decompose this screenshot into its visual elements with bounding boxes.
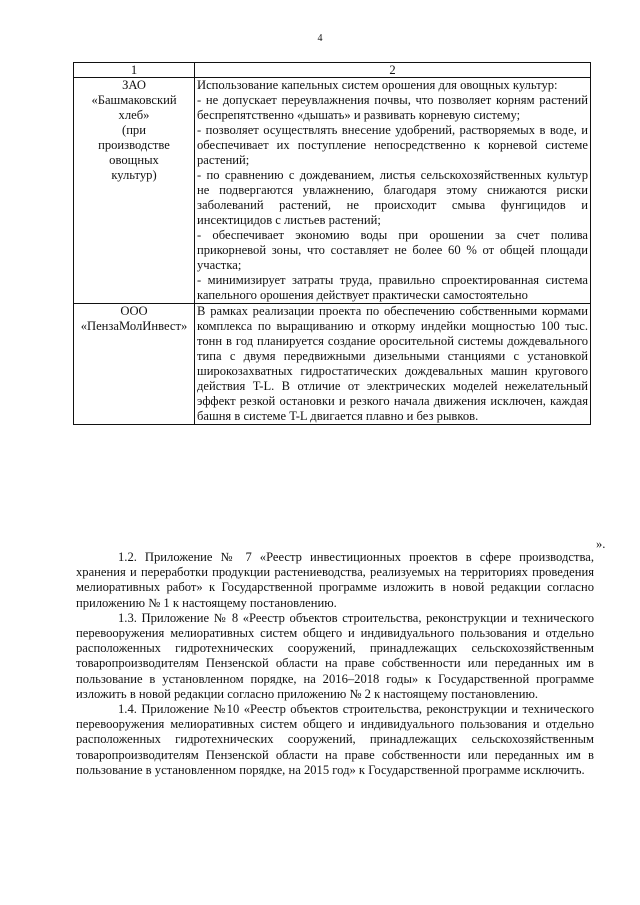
org-line: «Башмаковский xyxy=(91,93,177,107)
org-line: овощных xyxy=(109,153,159,167)
description-item: В рамках реализации проекта по обеспечению собственными кормами комплекса по выращиванию и откорму индейки мощностью 100 тыс. тонн в год планируется создание оросительной системы дождевального типа с двумя передвижными дизельными станциями с установкой широкозахватных гидростатических дождевальных машин кругового действия T-L. В отличие от электрических моделей нежелательный эффект резкой остановки и резкого начала движения исключен, каждая башня в системе T-L двигается плавно и без рывков. xyxy=(197,304,588,423)
paragraph-1-3: 1.3. Приложение № 8 «Реестр объектов строительства, реконструкции и технического перевооружения мелиоративных систем общего и индивидуального пользования и отдельно расположенных гидротехнических сооружений, принадлежащих сельскохозяйственным товаропроизводителям Пензенской области на праве собственности или переданных им в пользование в установленном порядке, на 2016–2018 годы» к Государственной программе изложить в новой редакции согласно приложению № 2 к настоящему постановлению. xyxy=(76,610,594,701)
description-item: - позволяет осуществлять внесение удобрений, растворяемых в воде, и обеспечивает их поступление непосредственно к корневой системе растений; xyxy=(197,123,588,167)
description-item: Использование капельных систем орошения для овощных культур: xyxy=(197,78,558,92)
paragraph-1-2: 1.2. Приложение № 7 «Реестр инвестиционных проектов в сфере производства, хранения и переработки продукции растениеводства, реализуемых на территориях проведения мелиоративных работ» к Государственной программе изложить в новой редакции согласно приложению № 1 к настоящему постановлению. xyxy=(76,550,594,610)
paragraph-1-4: 1.4. Приложение №10 «Реестр объектов строительства, реконструкции и технического перевооружения мелиоративных систем общего и индивидуального пользования и отдельно расположенных гидротехнических сооружений, принадлежащих сельскохозяйственным товаропроизводителям Пензенской области на праве собственности или переданных им в пользование в установленном порядке, на 2015 год» к Государственной программе исключить. xyxy=(76,702,594,777)
table-header-row xyxy=(74,63,591,78)
description-item: - минимизирует затраты труда, правильно спроектированная система капельного орошения действует практически самостоятельно xyxy=(197,273,588,302)
closing-quote-mark: ». xyxy=(596,537,606,551)
description-item: - по сравнению с дождеванием, листья сельскохозяйственных культур не подвергаются увлажнению, благодаря этому снижаются риски заболеваний растений, не происходит смыва фунгицидов и инсектицидов с листьев растений; xyxy=(197,168,588,227)
column-header-2: 2 xyxy=(195,63,591,78)
description-cell xyxy=(195,304,591,425)
description-item: - не допускает переувлажнения почвы, что позволяет корням растений беспрепятственно «дышать» и развивать корневую систему; xyxy=(197,93,588,122)
page-number: 4 xyxy=(317,33,323,44)
table-row xyxy=(74,304,591,425)
description-cell xyxy=(195,78,591,304)
org-line: культур) xyxy=(111,168,157,182)
org-line: (при xyxy=(122,123,146,137)
projects-table xyxy=(73,62,591,425)
column-header-1: 1 xyxy=(74,63,195,78)
description-item: - обеспечивает экономию воды при орошении за счет полива прикорневой зоны, что составляет не более 60 % от общей площади участка; xyxy=(197,228,588,272)
org-line: хлеб» xyxy=(118,108,150,122)
document-body xyxy=(76,550,594,778)
org-line: «ПензаМолИнвест» xyxy=(80,319,188,333)
organization-cell xyxy=(74,78,195,304)
organization-cell xyxy=(74,304,195,425)
org-line: производстве xyxy=(98,138,170,152)
org-line: ЗАО xyxy=(122,78,146,92)
table-row xyxy=(74,78,591,304)
org-line: ООО xyxy=(120,304,148,318)
